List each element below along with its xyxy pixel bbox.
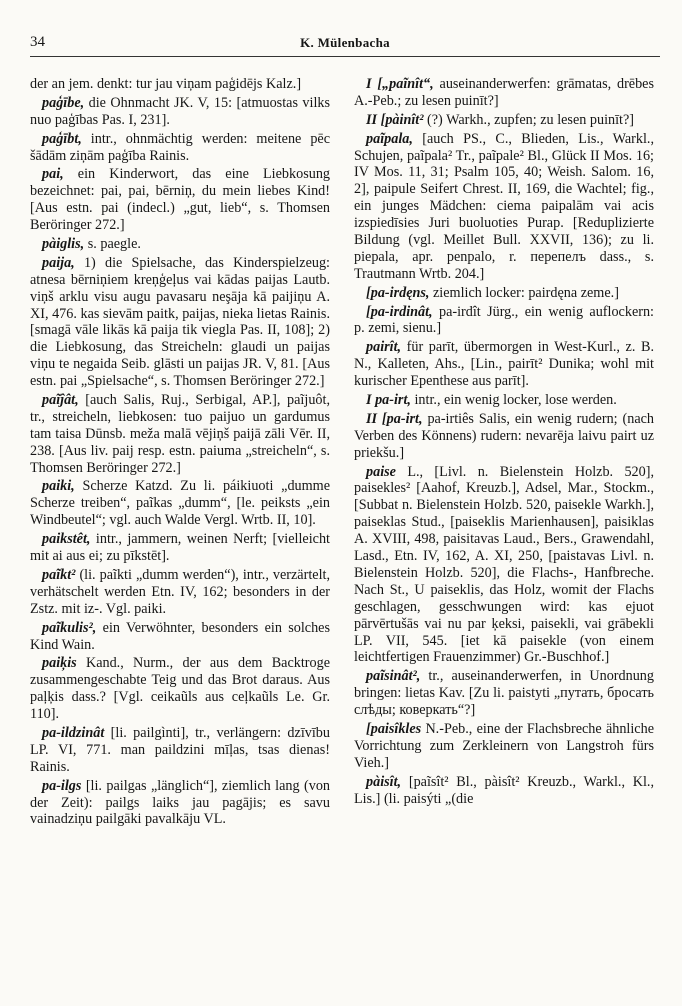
entry-headword: pa-ilgs [42, 777, 82, 794]
dictionary-entry [30, 392, 330, 476]
entry-headword: paiki, [42, 478, 75, 495]
dictionary-entry [30, 620, 330, 654]
entry-headword: paija, [42, 254, 75, 271]
dictionary-entry [30, 236, 330, 253]
dictionary-entry [354, 411, 654, 462]
dictionary-entry [30, 655, 330, 723]
entry-text: [paĩsît² Bl., pàisît² Kreuzb., Warkl., Kl., Lis.] (li. paisýti „(die [354, 773, 655, 807]
entry-headword: paĩĵât, [42, 392, 79, 409]
entry-text: für parīt, übermorgen in West-Kurl., z. B. N., Kalleten, Ahs., [Lin., pairīt² Dunika; wohl mit kurischer Epenthese aus parīt]. [354, 339, 654, 390]
entry-headword: pàiglis, [42, 236, 85, 253]
entry-headword: I [„paĩnît“, [366, 76, 434, 92]
entry-text: ein Kinderwort, das eine Liebkosung bezeichnet: pai, pai, bērniņ, du mein liebes Kind! [Aus estn. pai (indecl.) „gut, lieb“, s. Thomsen Beröringer 272.] [30, 166, 331, 234]
dictionary-entry [354, 304, 654, 338]
page-header [30, 34, 660, 57]
entry-headword: paĩsinât², [366, 668, 421, 685]
entry-text: [auch Salis, Ruj., Serbigal, AP.], paĩjuôt, tr., streicheln, liebkosen: tuo paijuo un gardumus tam taisa Dūnsb. meža malā vējiņš paijā zāli Vēr. II, 238. [Aus liv. paij resp. estn. paiuma „streicheln“, s. Thomsen Beröringer 272.] [30, 392, 330, 476]
entry-headword: paĩpala, [366, 130, 413, 147]
entry-text: tr., auseinanderwerfen, in Unordnung bringen: lietas Kav. [Zu li. paistyti „путать, бросать слѣды; коверкать“?] [354, 668, 654, 719]
entry-headword: pàisît, [366, 773, 402, 790]
dictionary-entry [30, 131, 330, 165]
dictionary-entry [354, 721, 654, 772]
entry-text: der an jem. denkt: tur jau viņam paģidējs Kalz.] [30, 76, 302, 92]
entry-headword: paģībe, [42, 94, 85, 111]
entry-text: Scherze Katzd. Zu li. páikiuoti „dumme Scherze treiben“, paĩkas „dumm“, [le. peiksts „ein Windbeutel“; vgl. auch Walde Vergl. Wrtb. II, 10]. [30, 478, 330, 529]
dictionary-entry [354, 76, 654, 110]
entry-headword: [paisîkles [366, 720, 422, 737]
entry-text: N.-Peb., eine der Flachsbreche ähnliche Vorrichtung zum Zerkleinern von Langstroh fürs Vieh.] [354, 720, 655, 771]
entry-text: L., [Livl. n. Bielenstein Holzb. 520], paisekles² [Aahof, Kreuzb.], Adsel, Mar., Stockm., [Subbat n. Bielenstein Holzb. 520, paisekle Warkh.], paiseklas Stud., [paiseklis Marienhausen], paisiklas A. XVIII, 498, paisitavas Laud., Bers., Grawendahl, Lasd., Etn. IV, 162, A. XI, 250, [paistavas Livl. n. Bielenstein Holzb. 520], die Flachs-, Hanfbreche. Nach St., U paiseklis, das Holz, womit der Flachs geschlagen, gesschwungen wird: kas ejuot pārvērtušās vai nu par ķeksi, paisekli, vai grābekli LP. VII, 545. [iet kā paisekle (von einem leichtfertigen Frauenzimmer) Gr.-Buschhof.] [354, 463, 655, 666]
entry-text: [li. pailgìnti], tr., verlängern: dzīvību LP. VI, 771. man paildzini mīļas, tsas dienas! Rainis. [30, 724, 330, 775]
dictionary-entry [354, 392, 654, 409]
entry-headword: paise [366, 463, 396, 480]
page-number: 34 [30, 34, 45, 50]
dictionary-entry [30, 95, 330, 129]
entry-headword: [pa-irdinât, [366, 303, 433, 320]
entry-text: [li. pailgas „länglich“], ziemlich lang (von der Zeit): pailgs laiks jau pagājis; es savu vainadziņu pailgāki pavalkāju VL. [30, 777, 331, 828]
entry-headword: paiķis [42, 655, 77, 672]
entry-text: [auch PS., C., Blieden, Lis., Warkl., Schujen, paĩpala² Tr., paĩpale² Bl., Glück II Mos. 16; IV Mos. 11, 31; Psalm 105, 40; Weish. Salom. 16, 2], paipule Seifert Chrest. II, 169, die Wachtel; fig., ein junges Mädchen: ciema paipalām vai acis izspiedīsies Juri buoluoties Purap. [Reduplizierte Bildung (vgl. Meillet Bull. XXVII, 136); zu li. piepala, apr. penpalo, r. перепелъ dass., s. Trautmann Wrtb. 204.] [354, 130, 655, 282]
entry-text: intr., jammern, weinen Nerft; [vielleicht mit ai aus ei; zu pīkstēt]. [30, 531, 331, 565]
entry-headword: paĩkulis², [42, 619, 97, 636]
dictionary-entry [30, 778, 330, 829]
entry-text: pa-irtiês Salis, ein wenig rudern; (nach Verben des Könnens) rudern: nevarēja laivu pairt uz priekšu.] [354, 410, 655, 461]
left-column [30, 76, 330, 830]
entry-text: die Ohnmacht JK. V, 15: [atmuostas vilks nuo paģības Pas. I, 231]. [30, 94, 331, 128]
entry-headword: paģībt, [42, 130, 82, 147]
entry-text: (li. paĩkti „dumm werden“), intr., verzärtelt, verhätschelt werden Etn. IV, 162; besonders in der Zstz. mit iz-. Vgl. paiki. [30, 566, 331, 617]
dictionary-entry [30, 255, 330, 390]
dictionary-entry [354, 339, 654, 390]
entry-headword: paĩkt² [42, 566, 76, 583]
entry-text: (?) Warkh., zupfen; zu lesen puinīt?] [427, 111, 635, 128]
dictionary-entry [354, 668, 654, 719]
entry-headword: II [pa-irt, [366, 410, 423, 427]
right-column [354, 76, 654, 809]
dictionary-entry [354, 285, 654, 302]
dictionary-entry [354, 774, 654, 808]
entry-text: intr., ohnmächtig werden: meitene pēc šādām ziņām paģība Rainis. [30, 130, 331, 164]
entry-text: s. paegle. [87, 236, 141, 253]
dictionary-entry [30, 567, 330, 618]
entry-text: intr., ein wenig locker, lose werden. [414, 392, 617, 409]
entry-text: ziemlich locker: pairdęna zeme.] [433, 284, 619, 301]
entry-headword: pa-ildzinât [42, 724, 105, 741]
entry-text: auseinanderwerfen: grāmatas, drēbes A.-Peb.; zu lesen puinīt?] [354, 76, 654, 109]
running-head: K. Mülenbacha [300, 35, 390, 50]
entry-headword: [pa-irdęns, [366, 284, 430, 301]
dictionary-entry [30, 166, 330, 234]
dictionary-entry [30, 531, 330, 565]
entry-headword: I pa-irt, [366, 392, 411, 409]
dictionary-entry [354, 464, 654, 667]
entry-headword: paikstêt, [42, 531, 91, 548]
dictionary-entry [354, 131, 654, 283]
dictionary-entry [30, 478, 330, 529]
entry-text: 1) die Spielsache, das Kinderspielzeug: atnesa bērniņiem kreņģeļus vai kādas paijas Lautb. viņš arklu visu augu pavasaru neşāja kā paijiņu A. XI, 476. kas sievām paitk, paijas, nieka lietas Rainis. [smagā vāle likās kā paija tik viegla Pas. II, 108]; 2) die Liebkosung, das Streicheln: glaudi un paijas viņu te negaida Seib. glāsti un paijas JR. V, 81. [Aus estn. pai „Spielsache“, s. Thomsen Beröringer 272.] [30, 254, 330, 390]
entry-headword: II [pàinît² [366, 111, 424, 128]
entry-text: Kand., Nurm., der aus dem Backtroge zusammengeschabte Teig und das Brot daraus. Aus paļķis dass.? [Vgl. ceikaũls aus ceļkaũls Le. Gr. 110]. [30, 655, 331, 723]
dictionary-entry [354, 112, 654, 129]
entry-headword: pai, [42, 166, 64, 183]
entry-text: pa-irdît Jürg., ein wenig auflockern: p. zemi, sienu.] [354, 303, 655, 337]
dictionary-entry [30, 725, 330, 776]
dictionary-entry [30, 76, 330, 93]
entry-text: ein Verwöhnter, besonders ein solches Kind Wain. [30, 619, 331, 653]
entry-headword: pairît, [366, 339, 402, 356]
